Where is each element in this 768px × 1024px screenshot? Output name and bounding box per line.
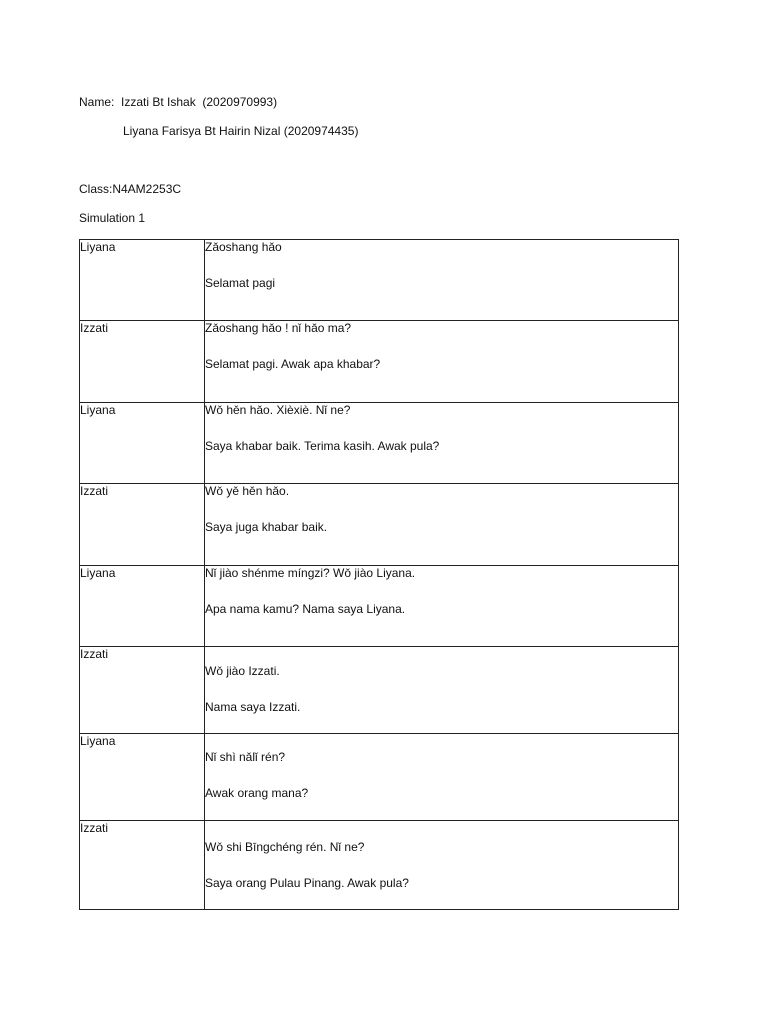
malay-text: Awak orang mana? <box>205 786 309 800</box>
malay-text: Selamat pagi <box>205 276 276 290</box>
utterance-cell <box>205 566 679 647</box>
speaker-cell: Liyana <box>80 403 205 484</box>
speaker-cell: Izzati <box>80 821 205 910</box>
simulation-title: Simulation 1 <box>79 211 146 225</box>
partner-line: Liyana Farisya Bt Hairin Nizal (2020974435) <box>123 124 359 138</box>
utterance-cell <box>205 647 679 734</box>
dialogue-table <box>79 239 679 910</box>
table-row <box>80 484 679 566</box>
utterance-cell <box>205 734 679 821</box>
malay-text: Nama saya Izzati. <box>205 700 301 714</box>
utterance-cell <box>205 821 679 910</box>
malay-text: Saya juga khabar baik. <box>205 520 328 534</box>
malay-text: Saya khabar baik. Terima kasih. Awak pula? <box>205 439 440 453</box>
chinese-text: Wǒ yě hěn hǎo. <box>205 484 290 498</box>
chinese-text: Nǐ jiào shénme míngzi? Wǒ jiào Liyana. <box>205 566 416 580</box>
speaker-cell: Liyana <box>80 240 205 321</box>
chinese-text: Wǒ jiào Izzati. <box>205 664 280 678</box>
table-row <box>80 240 679 321</box>
malay-text: Saya orang Pulau Pinang. Awak pula? <box>205 876 409 890</box>
utterance-cell <box>205 484 679 566</box>
table-row <box>80 821 679 910</box>
chinese-text: Zǎoshang hǎo ! nǐ hǎo ma? <box>205 321 352 335</box>
speaker-cell: Izzati <box>80 484 205 566</box>
utterance-cell <box>205 240 679 321</box>
utterance-cell <box>205 321 679 403</box>
speaker-cell: Izzati <box>80 321 205 403</box>
table-row <box>80 321 679 403</box>
table-row <box>80 734 679 821</box>
chinese-text: Zǎoshang hǎo <box>205 240 282 254</box>
chinese-text: Wǒ shi Bīngchéng rén. Nǐ ne? <box>205 840 365 854</box>
table-row <box>80 403 679 484</box>
speaker-cell: Liyana <box>80 734 205 821</box>
speaker-cell: Liyana <box>80 566 205 647</box>
table-row <box>80 647 679 734</box>
name-line: Name: Izzati Bt Ishak (2020970993) <box>79 95 278 109</box>
malay-text: Selamat pagi. Awak apa khabar? <box>205 357 381 371</box>
chinese-text: Nǐ shì nǎlǐ rén? <box>205 750 286 764</box>
chinese-text: Wǒ hěn hǎo. Xièxiè. Nǐ ne? <box>205 403 351 417</box>
table-row <box>80 566 679 647</box>
class-line: Class:N4AM2253C <box>79 182 182 196</box>
speaker-cell: Izzati <box>80 647 205 734</box>
malay-text: Apa nama kamu? Nama saya Liyana. <box>205 602 406 616</box>
utterance-cell <box>205 403 679 484</box>
